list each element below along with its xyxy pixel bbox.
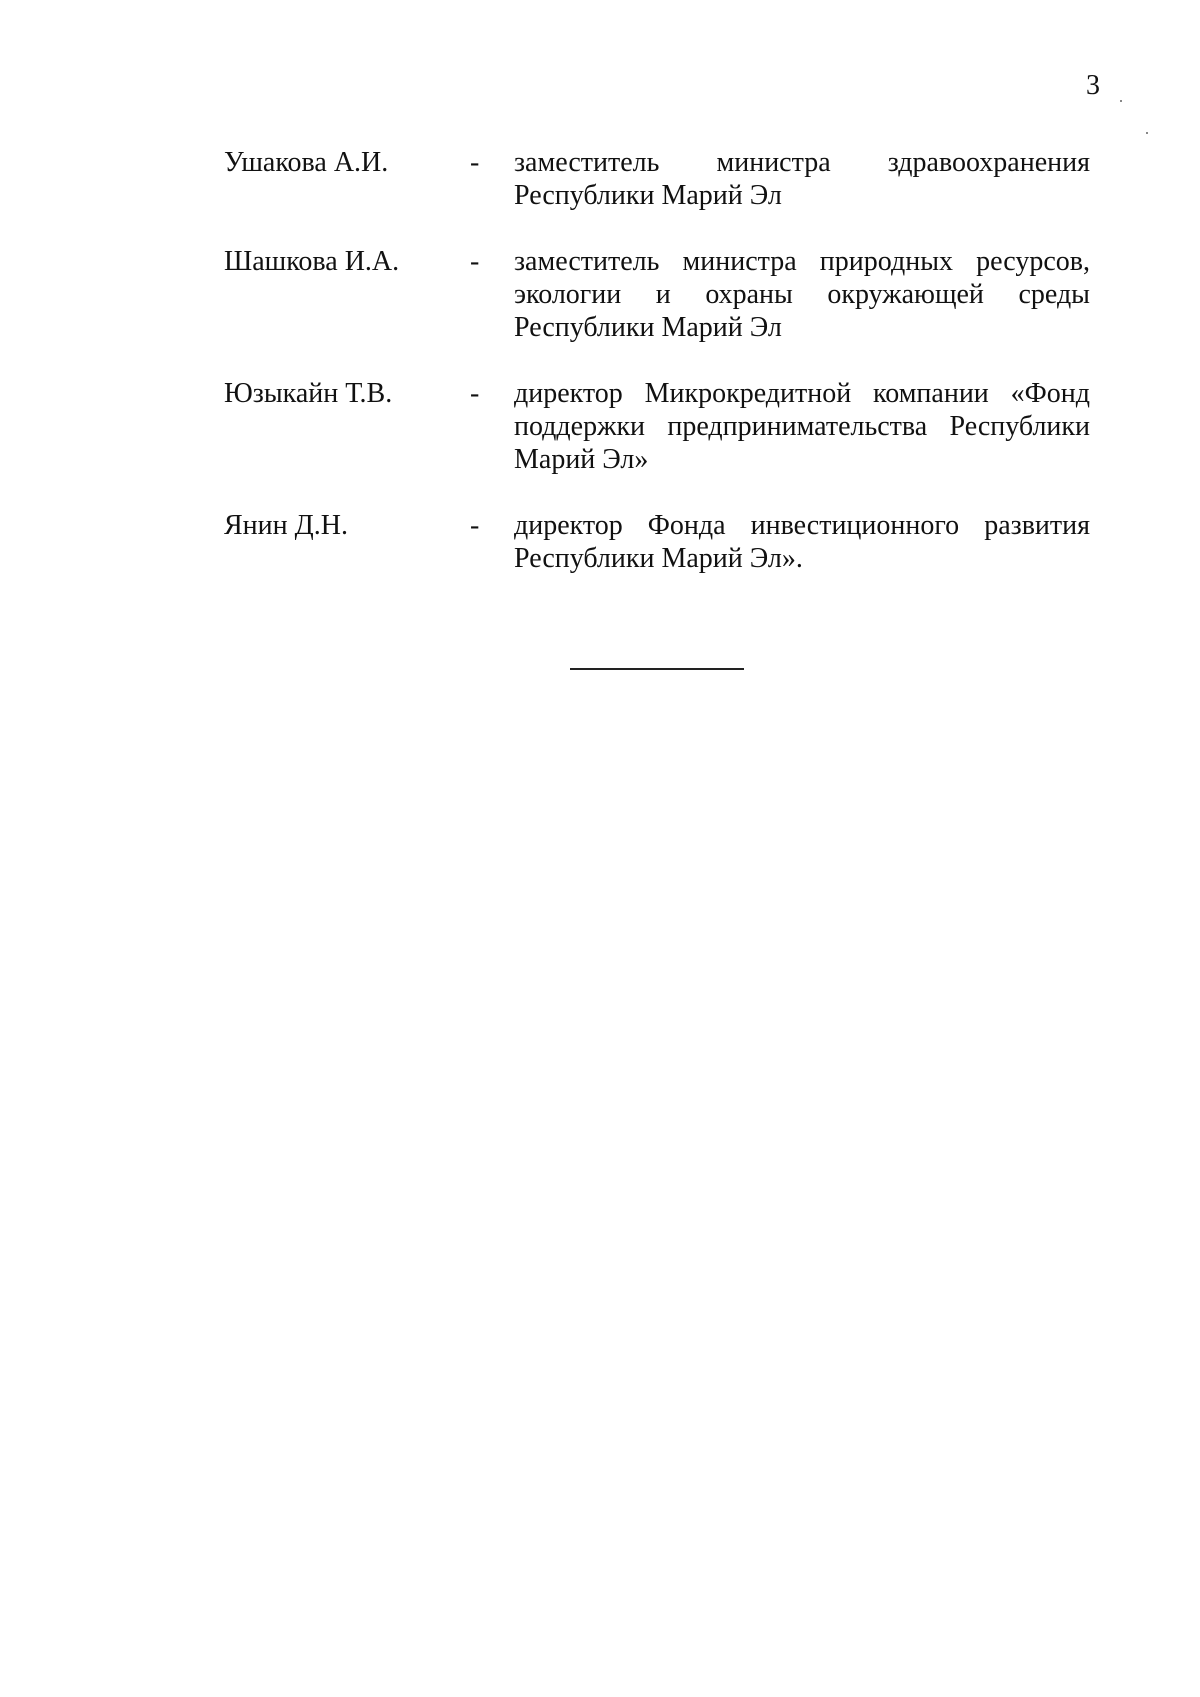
member-dash: - xyxy=(470,510,480,541)
member-name: Юзыкайн Т.В. xyxy=(224,378,393,409)
member-position: заместитель министра здравоохранения Республики Марий Эл xyxy=(514,147,1090,211)
member-name: Ушакова А.И. xyxy=(224,147,389,178)
page-number: 3 xyxy=(1086,70,1100,101)
member-dash: - xyxy=(470,378,480,409)
list-item xyxy=(224,245,1090,344)
list-item xyxy=(224,509,1090,575)
scan-speck xyxy=(1120,100,1122,102)
member-list xyxy=(224,146,1090,608)
end-of-document-line xyxy=(570,668,744,670)
member-position: директор Микрокредитной компании «Фонд поддержки предпринимательства Республики Марий Эл» xyxy=(514,378,1090,475)
scan-speck xyxy=(1146,132,1148,134)
member-position: заместитель министра природных ресурсов, экологии и охраны окружающей среды Республики Марий Эл xyxy=(514,246,1090,343)
member-dash: - xyxy=(470,147,480,178)
list-item xyxy=(224,146,1090,212)
member-dash: - xyxy=(470,246,480,277)
member-name: Шашкова И.А. xyxy=(224,246,400,277)
member-name: Янин Д.Н. xyxy=(224,510,348,541)
member-position: директор Фонда инвестиционного развития Республики Марий Эл». xyxy=(514,510,1090,574)
list-item xyxy=(224,377,1090,476)
